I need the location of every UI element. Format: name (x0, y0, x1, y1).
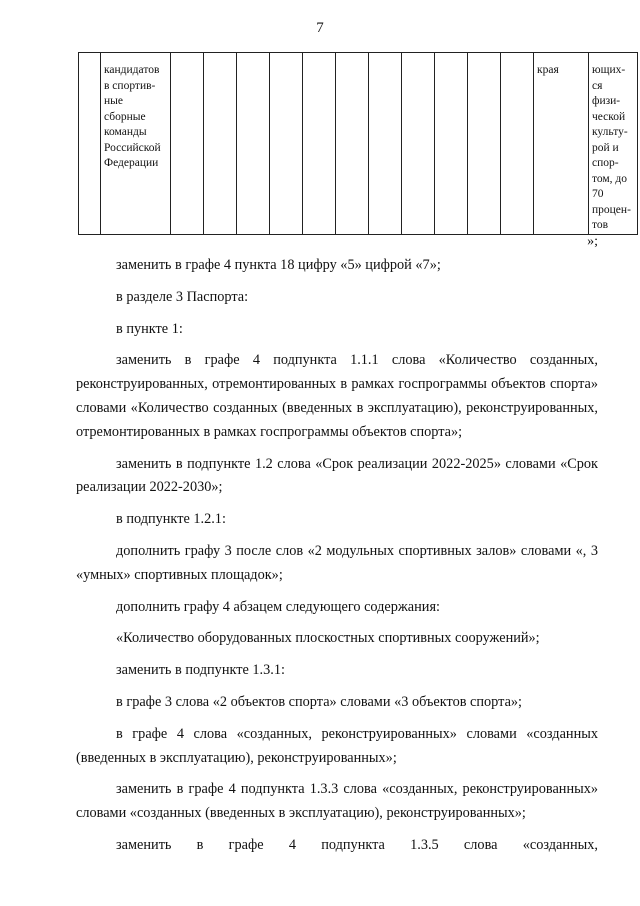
table-fragment (78, 52, 638, 235)
table-cell (501, 53, 534, 235)
paragraph: заменить в графе 4 подпункта 1.1.1 слова «Количество созданных, реконструированных, отремонтированных в рамках госпрограммы объектов спорта» словами «Количество созданных (введенных в эксплуатацию), реконструированных, отремонтированных в рамках госпрограммы объектов спорта»; (76, 352, 598, 440)
paragraph: в разделе 3 Паспорта: (116, 288, 249, 305)
paragraph: заменить в подпункте 1.2 слова «Срок реализации 2022-2025» словами «Срок реализации 2022-2030»; (76, 455, 598, 496)
page-number: 7 (316, 20, 324, 36)
paragraph: в пункте 1: (116, 320, 183, 337)
amendment-text (76, 254, 598, 858)
table-row (79, 53, 638, 235)
paragraph: заменить в графе 4 пункта 18 цифру «5» цифрой «7»; (116, 257, 441, 273)
table-cell (468, 53, 501, 235)
table-cell (369, 53, 402, 235)
table-cell (204, 53, 237, 235)
paragraph: заменить в графе 4 подпункта 1.3.3 слова «созданных, реконструированных» словами «созданных (введенных в эксплуатацию), реконструированных»; (76, 781, 598, 822)
paragraph: дополнить графу 3 после слов «2 модульных спортивных залов» словами «, 3 «умных» спортивных площадок»; (76, 542, 598, 583)
table-cell: края (534, 53, 589, 235)
table-closing-quote: »; (587, 234, 598, 249)
paragraph: заменить в подпункте 1.3.1: (116, 662, 285, 679)
table-cell (336, 53, 369, 235)
table-cell (435, 53, 468, 235)
paragraph: в подпункте 1.2.1: (116, 511, 226, 528)
paragraph: в графе 4 слова «созданных, реконструированных» словами «созданных (введенных в эксплуатацию), реконструированных»; (76, 725, 598, 766)
table-cell (171, 53, 204, 235)
table-cell (237, 53, 270, 235)
table-cell (303, 53, 336, 235)
table-cell: кандидатов в спортив- ные сборные команды Российской Федерации (101, 53, 171, 235)
paragraph: «Количество оборудованных плоскостных спортивных сооружений»; (116, 630, 540, 647)
paragraph: дополнить графу 4 абзацем следующего содержания: (116, 598, 441, 615)
table-cell (79, 53, 101, 235)
table-cell: ющих- ся физи- ческой культу- рой и спор- том, до 70 процен- тов (589, 53, 638, 235)
paragraph: заменить в графе 4 подпункта 1.3.5 слова «созданных, (116, 836, 598, 853)
table-cell (402, 53, 435, 235)
table-cell (270, 53, 303, 235)
paragraph: в графе 3 слова «2 объектов спорта» словами «3 объектов спорта»; (116, 693, 523, 710)
